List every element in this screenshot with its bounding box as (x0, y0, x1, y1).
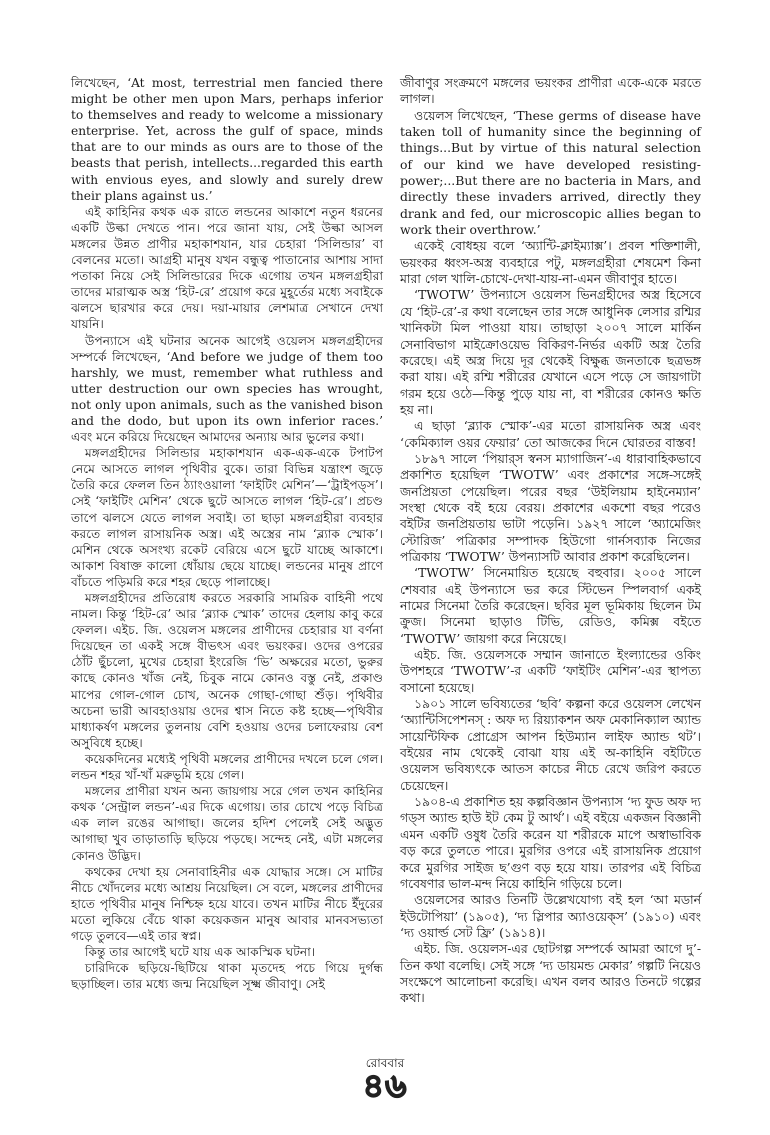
paragraph: কথকের দেখা হয় সেনাবাহিনীর এক যোদ্ধার সঙ্গে। সে মাটির নীচে খোঁদলের মধ্যে আশ্রয় নিয়েছিল। সে বলে, মঙ্গলের প্রাণীদের হাতে পৃথিবীর মানুষ নিশ্চিহ্ন হয়ে যাবে। তখন মাটির নীচে ইঁদুরের মতো লুকিয়ে বেঁচে থাকা কয়েকজন মানুষ আবার মানবসভ্যতা গড়ে তুলবে—এই তার স্বপ্ন। (71, 864, 383, 943)
paragraph: কয়েকদিনের মধ্যেই পৃথিবী মঙ্গলের প্রাণীদের দখলে চলে গেল। লন্ডন শহর খাঁ-খাঁ মরুভূমি হয়ে গেল। (71, 751, 383, 783)
paragraph: একেই বোধহয় বলে ‘অ্যান্টি-ক্লাইম্যাক্স’। প্রবল শক্তিশালী, ভয়ংকর ধ্বংস-অস্ত্র ব্যবহারে পটু, মঙ্গলগ্রহীরা শেষমেশ কিনা মারা গেল খালি-চোখে-দেখা-যায়-না-এমন জীবাণুর হাতে। (400, 238, 701, 287)
paragraph: জীবাণুর সংক্রমণে মঙ্গলের ভয়ংকর প্রাণীরা একে-একে মরতে লাগল। (400, 75, 701, 107)
left-column (71, 75, 383, 992)
paragraph: এ ছাড়া ‘ব্ল্যাক স্মোক’-এর মতো রাসায়নিক অস্ত্র এবং ‘কেমিক্যাল ওয়র ফেয়ার’ তো আজকের দিনে ঘোরতর বাস্তব! (400, 418, 701, 450)
paragraph: ওয়েলসের আরও তিনটি উল্লেখযোগ্য বই হল ‘আ মডার্ন ইউটোপিয়া’ (১৯০৫), ‘দ্য স্লিপার অ্যাওয়েক্‌স’ (১৯১০) এবং ‘দ্য ওয়ার্ল্ড সেট ফ্রি’ (১৯১৪)। (400, 892, 701, 940)
paragraph: ‘TWOTW’ সিনেমায়িত হয়েছে বহুবার। ২০০৫ সালে শেষবার এই উপন্যাসে ভর করে স্টিভেন স্পিলবার্গ একই নামের সিনেমা তৈরি করেছেন। ছবির মূল ভূমিকায় ছিলেন টম ক্রুজ। সিনেমা ছাড়াও টিভি, রেডিও, কমিক্স বইতে ‘TWOTW’ জায়গা করে নিয়েছে। (400, 565, 701, 646)
paragraph: মঙ্গলগ্রহীদের সিলিন্ডার মহাকাশযান এক-এক-একে টপাটপ নেমে আসতে লাগল পৃথিবীর বুকে। তারা বিভিন্ন যন্ত্রাংশ জুড়ে তৈরি করে ফেলল তিন ঠ্যাংওয়ালা ‘ফাইটিং মেশিন’—‘ট্রাইপড্‌স’। সেই ‘ফাইটিং মেশিন’ থেকে ছুটে আসতে লাগল ‘হিট-রে’। প্রচণ্ড তাপে ঝলসে যেতে লাগল সবাই। তা ছাড়া মঙ্গলগ্রহীরা ব্যবহার করতে লাগল রাসায়নিক অস্ত্র। এই অস্ত্রের নাম ‘ব্ল্যাক স্মোক’। মেশিন থেকে অসংখ্য রকেট বেরিয়ে এসে ছুটে যাচ্ছে আকাশে। আকাশ বিষাক্ত কালো ধোঁয়ায় ছেয়ে যাচ্ছে। লন্ডনের মানুষ প্রাণে বাঁচতে পড়িমরি করে শহর ছেড়ে পালাচ্ছে। (71, 446, 383, 589)
paragraph: মঙ্গলের প্রাণীরা যখন অন্য জায়গায় সরে গেল তখন কাহিনির কথক ‘সেন্ট্রাল লন্ডন’-এর দিকে এগোয়। তার চোখে পড়ে বিচিত্র এক লাল রঙের আগাছা। জলের হদিশ পেলেই সেই অদ্ভুত আগাছা খুব তাড়াতাড়ি ছড়িয়ে পড়ছে। সন্দেহ নেই, এটা মঙ্গলের কোনও উদ্ভিদ। (71, 784, 383, 863)
paragraph: লিখেছেন, ‘At most, terrestrial men fancied there might be other men upon Mars, perhaps inferior to themselves and ready to welcome a missionary enterprise. Yet, across the gulf of space, minds that are to our minds as ours are to those of the beasts that perish, intellects...regarded this earth with envious eyes, and slowly and surely drew their plans against us.’ (71, 76, 383, 203)
paragraph: ১৮৯৭ সালে ‘পিয়ার্‌স স্বনস ম্যাগাজিন’-এ ধারাবাহিকভাবে প্রকাশিত হয়েছিল ‘TWOTW’ এবং প্রকাশের সঙ্গে-সঙ্গেই জনপ্রিয়তা পেয়েছিল। পরের বছর ‘উইলিয়াম হাইনেম্যান’ সংস্থা থেকে বই হয়ে বেরয়। প্রকাশের একশো বছর পরেও বইটির জনপ্রিয়তায় ভাটা পড়েনি। ১৯২৭ সালে ‘অ্যামেজিং স্টোরিজ’ পত্রিকার সম্পাদক হিউগো গার্নসব্যাক নিজের পত্রিকায় ‘TWOTW’ উপন্যাসটি আবার প্রকাশ করেছিলেন। (400, 450, 701, 564)
paragraph: ওয়েলস লিখেছেন, ‘These germs of disease have taken toll of humanity since the beginning of things...But by virtue of this natural selection of our kind we have developed resisting-power;...But there are no bacteria in Mars, and directly these invaders arrived, directly they drank and fed, our microscopic allies began to work their overthrow.’ (400, 107, 701, 238)
paragraph: কিন্তু তার আগেই ঘটে যায় এক আকস্মিক ঘটনা। (85, 945, 316, 960)
paragraph: উপন্যাসে এই ঘটনার অনেক আগেই ওয়েলস মঙ্গলগ্রহীদের সম্পর্কে লিখেছেন, ‘And before we judge of them too harshly, we must, remember what ruthless and utter destruction our own species has wrought, not only upon animals, such as the vanished bison and the dodo, but upon its own inferior races.’ এবং মনে করিয়ে দিয়েছেন আমাদের অন্যায় আর ভুলের কথা। (71, 333, 383, 445)
paragraph: ‘TWOTW’ উপন্যাসে ওয়েলস ভিনগ্রহীদের অস্ত্র হিসেবে যে ‘হিট-রে’-র কথা বলেছেন তার সঙ্গে আধুনিক লেসার রশ্মির খানিকটা মিল পাওয়া যায়। তাছাড়া ২০০৭ সালে মার্কিন সেনাবিভাগ মাইক্রোওয়েভ বিকিরণ-নির্ভর একটি অস্ত্র তৈরি করেছে। এই অস্ত্র দিয়ে দূর থেকেই বিক্ষুব্ধ জনতাকে ছত্রভঙ্গ করা যায়। এই রশ্মি শরীরের যেখানে এসে পড়ে সে জায়গাটা গরম হয়ে ওঠে—কিন্তু পুড়ে যায় না, বা শরীরের কোনও ক্ষতি হয় না। (400, 287, 701, 417)
paragraph: ১৯০১ সালে ভবিষ্যতের ‘ছবি’ কল্পনা করে ওয়েলস লেখেন ‘অ্যান্টিসিপেশনস্‌ : অফ দ্য রিয়্যাকশন অফ মেকানিক্যাল অ্যান্ড সায়েন্টিফিক প্রোগ্রেস আপন হিউম্যান লাইফ অ্যান্ড থট’। বইয়ের নাম থেকেই বোঝা যায় এই অ-কাহিনি বইটিতে ওয়েলস ভবিষ্যৎকে আতস কাচের নীচে রেখে জরিপ করতে চেয়েছেন। (400, 696, 701, 793)
magazine-name: রোববার (365, 1056, 405, 1070)
right-column (400, 75, 701, 1007)
paragraph: ১৯০৪-এ প্রকাশিত হয় কল্পবিজ্ঞান উপন্যাস ‘দ্য ফুড অফ দ্য গড্‌স অ্যান্ড হাউ ইট কেম টু আর্থ’। এই বইয়ে একজন বিজ্ঞানী এমন একটি ওষুধ তৈরি করেন যা শরীরকে মাপে অস্বাভাবিক বড় করে তুলতে পারে। মুরগির ওপরে এই রাসায়নিক প্রয়োগ করে মুরগির সাইজ ছ’গুণ বড় হয়ে যায়। তারপর এই বিচিত্র গবেষণার ভাল-মন্দ নিয়ে কাহিনি গড়িয়ে চলে। (400, 794, 701, 891)
page-number: ৪৬ (362, 1066, 408, 1105)
paragraph: মঙ্গলগ্রহীদের প্রতিরোধ করতে সরকারি সামরিক বাহিনী পথে নামল। কিন্তু ‘হিট-রে’ আর ‘ব্ল্যাক স্মোক’ তাদের হেলায় কাবু করে ফেলল। এইচ. জি. ওয়েলস মঙ্গলের প্রাণীদের চেহারার যা বর্ণনা দিয়েছেন তা একই সঙ্গে বীভৎস এবং ভয়ংকর। ওদের ওপরের ঠোঁট ছুঁচলো, মুখের চেহারা ইংরেজি ‘ভি’ অক্ষরের মতো, ভুরুর কাছে কোনও খাঁজ নেই, চিবুক নামে কোনও বস্তু নেই, প্রকাণ্ড মাপের গোল-গোল চোখ, অনেক গোছা-গোছা শুঁড়। পৃথিবীর অচেনা ভারী আবহাওয়ায় ওদের শ্বাস নিতে কষ্ট হচ্ছে—পৃথিবীর মাধ্যাকর্ষণ মঙ্গলের তুলনায় বেশি হওয়ায় ওদের চলাফেরায় বেশ অসুবিধে হচ্ছে। (71, 591, 383, 750)
paragraph: এইচ. জি. ওয়েলস-এর ছোটগল্প সম্পর্কে আমরা আগে দু’-তিন কথা বলেছি। সেই সঙ্গে ‘দ্য ডায়মন্ড মেকার’ গল্পটি নিয়েও সংক্ষেপে আলোচনা করেছি। এখন বলব আরও তিনটে গল্পের কথা। (400, 941, 701, 1006)
paragraph: এই কাহিনির কথক এক রাতে লন্ডনের আকাশে নতুন ধরনের একটি উল্কা দেখতে পান। পরে জানা যায়, সেই উল্কা আসল মঙ্গলের উন্নত প্রাণীর মহাকাশযান, যার চেহারা ‘সিলিন্ডার’ বা বেলনের মতো। আগ্রহী মানুষ যখন বন্ধুত্ব পাতানোর আশায় সাদা পতাকা নিয়ে সেই সিলিন্ডারের দিকে এগোয় তখন মঙ্গলগ্রহীরা তাদের মারাত্মক অস্ত্র ‘হিট-রে’ প্রয়োগ করে মুহূর্তের মধ্যে সবাইকে ঝলসে ছারখার করে দেয়। দয়া-মায়ার লেশমাত্র সেখানে দেখা যায়নি। (71, 204, 383, 332)
paragraph: এইচ. জি. ওয়েলসকে সম্মান জানাতে ইংল্যান্ডের ওকিং উপশহরে ‘TWOTW’-র একটি ‘ফাইটিং মেশিন’-এর স্থাপত্য বসানো হয়েছে। (400, 647, 701, 695)
paragraph: চারিদিকে ছড়িয়ে-ছিটিয়ে থাকা মৃতদেহ পচে গিয়ে দুর্গন্ধ ছড়াচ্ছিল। তার মধ্যে জন্ম নিয়েছিল সূক্ষ্ম জীবাণু। সেই (71, 961, 383, 992)
